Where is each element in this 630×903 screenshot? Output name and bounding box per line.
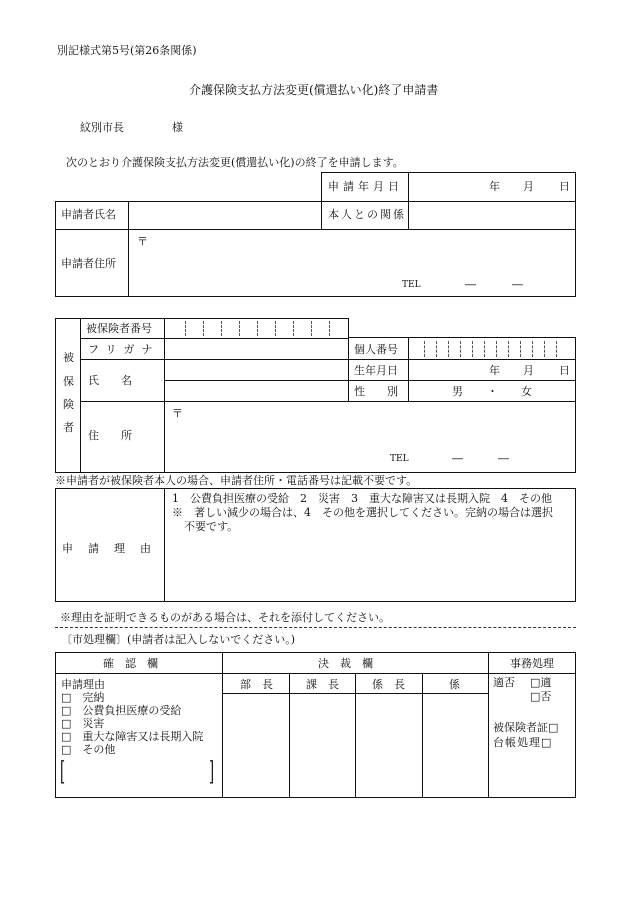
note-attach-proof: ※理由を証明できるものがある場合は、それを添付してください。 <box>60 611 390 624</box>
honorific: 様 <box>172 121 183 134</box>
reason-note-line-2: 不要です。 <box>184 520 239 533</box>
suitability-ok-checkbox[interactable]: □適 <box>530 676 552 689</box>
admin-header: 事務処理 <box>510 657 554 670</box>
role-section-chief: 課 長 <box>306 678 339 691</box>
sex-female-option[interactable]: 女 <box>521 385 532 398</box>
role-subsection-chief: 係 長 <box>372 678 405 691</box>
date-month: 月 <box>523 180 534 193</box>
personal-number-field[interactable] <box>410 340 574 358</box>
decision-header: 決 裁 欄 <box>318 657 373 670</box>
applicant-postal-mark: 〒 <box>137 235 148 248</box>
bracket-left: [ <box>60 757 66 787</box>
insured-number-label: 被保険者番号 <box>86 322 152 335</box>
form-title: 介護保険支払方法変更(償還払い化)終了申請書 <box>189 83 439 97</box>
reason-options[interactable]: 1 公費負担医療の受給 2 災害 3 重大な障害又は長期入院 4 その他 <box>172 492 552 505</box>
sex-separator: ・ <box>487 385 498 398</box>
birth-label: 生年月日 <box>354 364 398 377</box>
insured-number-field[interactable] <box>166 320 346 337</box>
office-reason-checkbox[interactable]: □ 公費負担医療の受給 <box>61 704 182 717</box>
suitability-ng-checkbox[interactable]: □否 <box>530 690 552 703</box>
form-reference: 別記様式第5号(第26条関係) <box>57 44 197 57</box>
insurance-cert-checkbox[interactable]: 被保険者証□ <box>493 721 559 734</box>
stamp-department-head[interactable] <box>224 695 288 796</box>
insured-postal-mark: 〒 <box>172 407 183 420</box>
confirm-header: 確 認 欄 <box>103 657 158 670</box>
furigana-field[interactable] <box>166 340 346 358</box>
applicant-tel-dash-2: ― <box>512 278 523 291</box>
stamp-subsection-chief[interactable] <box>357 695 421 796</box>
applicant-address-label: 申請者住所 <box>61 257 116 270</box>
insured-side-char: 者 <box>63 421 74 434</box>
insured-address-field[interactable] <box>166 403 574 471</box>
insured-name-field[interactable] <box>166 361 346 399</box>
office-reason-checkbox[interactable]: □ 災害 <box>61 717 105 730</box>
insured-side-char: 被 <box>63 351 74 364</box>
applicant-address-field[interactable] <box>130 231 573 295</box>
date-label: 申請年月日 <box>328 180 403 193</box>
note-applicant-is-insured: ※申請者が被保険者本人の場合、申請者住所・電話番号は記載不要です。 <box>55 474 418 487</box>
insured-name-label: 氏 名 <box>88 374 132 387</box>
intro-text: 次のとおり介護保険支払方法変更(償還払い化)の終了を申請します。 <box>66 156 404 169</box>
date-day: 日 <box>559 180 570 193</box>
cut-line <box>55 627 576 628</box>
insured-tel-dash-1: ― <box>452 452 463 465</box>
insured-tel-label: TEL <box>390 454 409 464</box>
insured-tel-dash-2: ― <box>498 452 509 465</box>
bracket-right: ] <box>209 757 215 787</box>
reason-note-line-1: ※ 著しい減少の場合は、4 その他を選択してください。完納の場合は選択 <box>172 506 553 519</box>
personal-number-label: 個人番号 <box>354 343 398 356</box>
office-reason-checkbox[interactable]: □ その他 <box>61 743 116 756</box>
ledger-checkbox[interactable]: 台帳処理□ <box>493 736 553 749</box>
insured-address-label: 住 所 <box>88 429 132 442</box>
relation-label: 本人との関係 <box>328 208 406 221</box>
sex-male-option[interactable]: 男 <box>452 385 463 398</box>
office-section-title: 〔市処理欄〕(申請者は記入しないでください。) <box>61 633 296 646</box>
stamp-staff[interactable] <box>424 695 487 796</box>
relation-field[interactable] <box>411 203 573 227</box>
applicant-tel-label: TEL <box>402 280 421 290</box>
applicant-name-label: 申請者氏名 <box>61 208 116 221</box>
reason-label: 申 請 理 由 <box>62 542 153 555</box>
furigana-label: フリガナ <box>88 343 160 356</box>
sex-label: 性 別 <box>354 385 398 398</box>
applicant-name-field[interactable] <box>130 203 318 227</box>
insured-side-char: 保 <box>63 375 74 388</box>
role-staff: 係 <box>449 678 460 691</box>
date-year: 年 <box>489 180 500 193</box>
birth-month: 月 <box>523 364 534 377</box>
insured-side-char: 険 <box>63 398 74 411</box>
birth-day: 日 <box>559 364 570 377</box>
suitability-label: 適否 <box>493 676 515 689</box>
office-reason-checkbox[interactable]: □ 完納 <box>61 691 105 704</box>
role-department-head: 部 長 <box>240 678 273 691</box>
office-reason-title: 申請理由 <box>61 678 105 691</box>
stamp-section-chief[interactable] <box>291 695 354 796</box>
office-reason-checkbox[interactable]: □ 重大な障害又は長期入院 <box>61 730 204 743</box>
applicant-tel-dash-1: ― <box>465 278 476 291</box>
addressee: 紋別市長 <box>80 121 124 134</box>
birth-year: 年 <box>489 364 500 377</box>
